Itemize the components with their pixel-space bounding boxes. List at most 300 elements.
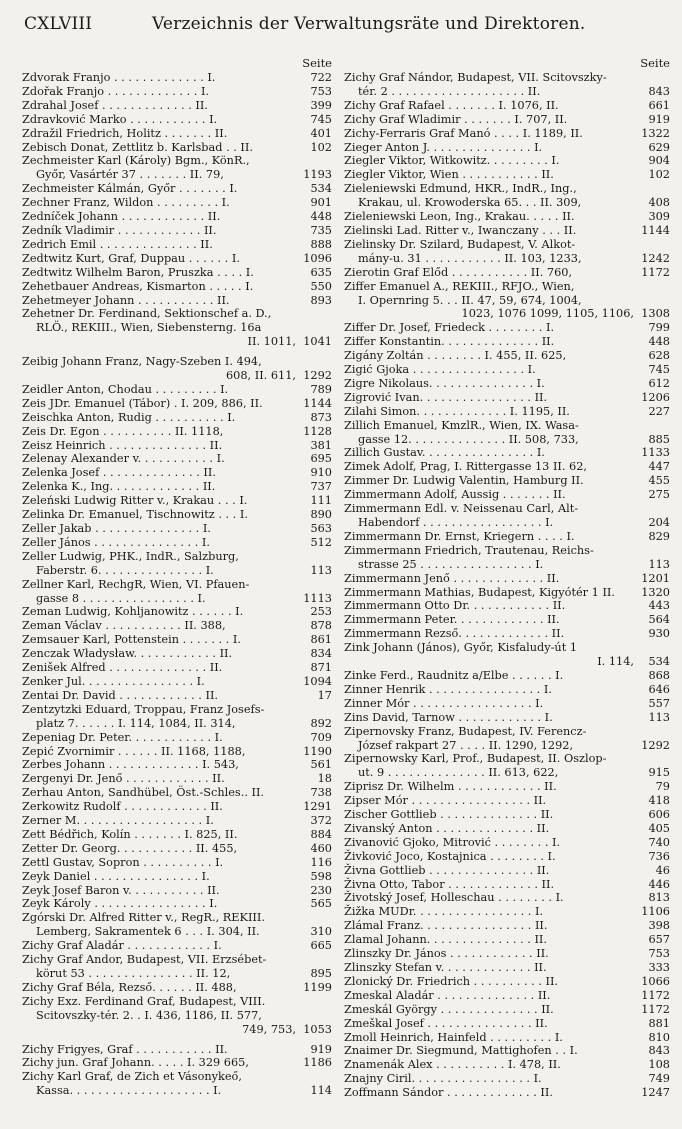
directory-entry	[344, 238, 670, 252]
directory-entry	[344, 196, 670, 210]
entry-text: Zichy Graf Béla, Rezső. . . . . . II. 488,	[22, 980, 237, 994]
entry-page: 861	[310, 633, 332, 647]
directory-entry	[22, 592, 332, 606]
directory-entry	[22, 800, 332, 814]
directory-entry	[344, 502, 670, 516]
entry-text: Zeller Ludwig, PHK., IndR., Salzburg,	[22, 549, 239, 563]
directory-entry	[344, 1003, 670, 1017]
entry-text: ut. 9 . . . . . . . . . . . . . . II. 613, 622,	[358, 766, 559, 780]
entry-text: Zettl Gustav, Sopron . . . . . . . . . . I.	[22, 855, 224, 869]
entry-page: 1172	[641, 265, 670, 279]
directory-entry	[22, 786, 332, 800]
directory-entry	[22, 141, 332, 155]
directory-entry	[22, 238, 332, 252]
entry-page: 116	[310, 855, 332, 869]
entry-page: 745	[648, 363, 670, 377]
entry-page: 910	[310, 466, 332, 480]
entry-page: 709	[310, 730, 332, 744]
entry-page: 333	[648, 961, 670, 974]
entry-text: Zieger Anton J. . . . . . . . . . . . . . . I.	[344, 140, 543, 154]
entry-text: Zdvorak Franjo . . . . . . . . . . . . . I.	[22, 71, 216, 84]
entry-text: Zeman Václav . . . . . . . . . . . II. 388,	[22, 619, 226, 633]
entry-text: Zemsauer Karl, Pottenstein . . . . . . . I.	[22, 633, 241, 647]
entry-page: 446	[648, 877, 670, 891]
entry-text: Zerhau Anton, Sandhübel, Öst.-Schles.. II.	[22, 786, 265, 800]
entry-page: 310	[310, 925, 332, 939]
directory-entry	[344, 377, 670, 391]
entry-page: 1292	[641, 738, 670, 752]
entry-page: 904	[648, 154, 670, 168]
entry-page: 401	[310, 126, 332, 140]
directory-entry	[344, 766, 670, 780]
entry-text: Zeischka Anton, Rudig . . . . . . . . . . I.	[22, 410, 236, 424]
entry-text: Zichy jun. Graf Johann. . . . . I. 329 665,	[22, 1056, 249, 1070]
entry-text: Zischer Gottlieb . . . . . . . . . . . . . . II.	[344, 808, 554, 822]
entry-text: Zedtwitz Kurt, Graf, Duppau . . . . . . I.	[22, 251, 240, 265]
entry-page: 722	[310, 71, 332, 84]
directory-entry	[344, 1044, 670, 1058]
entry-text: Zdražil Friedrich, Holitz . . . . . . . II.	[22, 126, 228, 140]
directory-entry	[344, 182, 670, 196]
entry-text: Zimmermann Mathias, Budapest, Kigyótér 1 II.	[344, 585, 615, 599]
entry-text: Zivanský Anton . . . . . . . . . . . . . . II.	[344, 821, 550, 835]
entry-page: 1041	[303, 335, 332, 349]
directory-entry	[344, 363, 670, 377]
entry-text: 608, II. 611,	[225, 369, 296, 383]
entry-page: 843	[648, 1044, 670, 1058]
directory-entry	[22, 953, 332, 967]
entry-text: Zipernovsky Franz, Budapest, IV. Ferencz-	[344, 724, 587, 738]
entry-page: 919	[310, 1042, 332, 1056]
directory-entry	[22, 703, 332, 717]
directory-entry	[344, 168, 670, 182]
entry-page: 915	[648, 766, 670, 780]
directory-entry	[344, 780, 670, 794]
seite-label: Seite	[640, 56, 670, 70]
entry-page: 873	[310, 410, 332, 424]
entry-text: Zerbes Johann . . . . . . . . . . . . . I. 543,	[22, 758, 239, 772]
directory-entry	[22, 717, 332, 731]
directory-entry	[22, 307, 332, 321]
entry-page: 868	[648, 668, 670, 682]
entry-page: 695	[310, 452, 332, 466]
directory-entry	[344, 850, 670, 864]
directory-entry	[22, 127, 332, 141]
directory-entry	[344, 641, 670, 655]
entry-page: 612	[648, 376, 670, 390]
directory-entry	[22, 967, 332, 981]
entry-page: 1133	[641, 446, 670, 460]
page-number: CXLVIII	[24, 14, 93, 34]
entry-text: Zimek Adolf, Prag, I. Rittergasse 13 II. 62,	[344, 460, 588, 474]
directory-entry	[22, 550, 332, 564]
entry-page: 628	[648, 349, 670, 363]
entry-text: Zichy Graf Nándor, Budapest, VII. Scitovszky-	[344, 71, 607, 84]
directory-entry	[344, 1058, 670, 1072]
entry-text: Zetter Dr. Georg. . . . . . . . . . . II. 455,	[22, 841, 238, 855]
directory-entry	[344, 891, 670, 905]
entry-text: Zimmermann Jenő . . . . . . . . . . . . . II.	[344, 571, 560, 585]
entry-page: 890	[310, 508, 332, 522]
entry-page: 735	[310, 223, 332, 237]
directory-entry	[22, 280, 332, 294]
entry-text: Kassa. . . . . . . . . . . . . . . . . . . . I.	[36, 1084, 222, 1098]
entry-page: 753	[648, 947, 670, 961]
entry-page: 534	[310, 182, 332, 196]
directory-entry	[344, 113, 670, 127]
entry-page: 114	[310, 1084, 332, 1098]
entry-page: 1201	[641, 571, 670, 585]
directory-entry	[344, 252, 670, 266]
entry-page: 745	[310, 112, 332, 126]
entry-page: 843	[648, 84, 670, 98]
entry-text: Zeman Ludwig, Kohljanowitz . . . . . . I.	[22, 605, 244, 619]
entry-page: 1186	[303, 1056, 332, 1070]
directory-entry	[344, 586, 670, 600]
entry-text: Győr, Vasártér 37 . . . . . . . II. 79,	[36, 168, 224, 182]
entry-text: Lemberg, Sakramentek 6 . . . I. 304, II.	[36, 925, 260, 939]
directory-entry	[344, 975, 670, 989]
directory-entry	[22, 168, 332, 182]
entry-text: Živković Joco, Kostajnica . . . . . . . . I.	[344, 849, 556, 863]
entry-page: 895	[310, 967, 332, 980]
entry-page: 930	[648, 627, 670, 641]
entry-text: Zink Johann (János), Győr, Kisfaludy-út 1	[344, 641, 578, 655]
entry-text: Zichy Frigyes, Graf . . . . . . . . . . . II.	[22, 1042, 228, 1056]
entry-text: Zeibig Johann Franz, Nagy-Szeben I. 494,	[22, 355, 262, 369]
entry-text: Znajny Ciril. . . . . . . . . . . . . . . . . I.	[344, 1072, 542, 1086]
directory-entry	[344, 544, 670, 558]
entry-page: 399	[310, 98, 332, 112]
entry-text: Zimmermann Otto Dr. . . . . . . . . . . . II.	[344, 599, 566, 613]
directory-entry	[344, 905, 670, 919]
entry-page: 799	[648, 321, 670, 335]
directory-entry	[22, 772, 332, 786]
entry-page: 564	[648, 613, 670, 627]
directory-entry	[344, 433, 670, 447]
directory-entry	[22, 842, 332, 856]
directory-entry	[22, 633, 332, 647]
directory-entry	[22, 1043, 332, 1057]
entry-text: Zdravković Marko . . . . . . . . . . . I.	[22, 112, 218, 126]
entry-text: 749, 753,	[242, 1022, 296, 1036]
directory-entry	[344, 419, 670, 433]
directory-entry	[22, 745, 332, 759]
entry-text: Zipser Mór . . . . . . . . . . . . . . . . . II.	[344, 794, 547, 808]
entry-text: Zlinszky Dr. János . . . . . . . . . . . . II.	[344, 947, 549, 961]
directory-entry	[22, 605, 332, 619]
directory-entry	[22, 321, 332, 335]
entry-page: 550	[310, 279, 332, 293]
directory-entry	[344, 558, 670, 572]
directory-entry	[344, 460, 670, 474]
seite-label: Seite	[302, 56, 332, 70]
directory-entry	[22, 1023, 332, 1037]
entry-page: 789	[310, 382, 332, 396]
entry-page: 598	[310, 869, 332, 883]
entry-page: 1094	[303, 674, 332, 688]
directory-entry	[344, 71, 670, 85]
entry-text: gasse 12. . . . . . . . . . . . . . II. 508, 733,	[358, 432, 579, 446]
entry-text: RLÖ., REKIII., Wien, Siebensterng. 16a	[36, 321, 262, 335]
entry-text: Zierotin Graf Előd . . . . . . . . . . . II. 760,	[344, 265, 573, 279]
entry-page: 1113	[303, 591, 332, 605]
directory-entry	[22, 619, 332, 633]
entry-text: Zichy Graf Rafael . . . . . . . I. 1076, II.	[344, 98, 559, 112]
directory-entry	[22, 154, 332, 168]
directory-entry	[344, 280, 670, 294]
directory-entry	[22, 1084, 332, 1098]
entry-text: Zlamal Johann. . . . . . . . . . . . . . . II.	[344, 933, 547, 947]
entry-text: Zelenay Alexander v. . . . . . . . . . . I.	[22, 452, 225, 466]
entry-page: 18	[317, 772, 332, 786]
directory-entry	[22, 689, 332, 703]
entry-page: 1066	[641, 974, 670, 988]
entry-page: 1291	[303, 800, 332, 814]
entry-list	[344, 71, 670, 1100]
entry-page: 665	[310, 939, 332, 953]
directory-entry	[344, 989, 670, 1003]
directory-entry	[344, 933, 670, 947]
entry-page: 661	[648, 98, 670, 112]
directory-entry	[22, 452, 332, 466]
entry-text: József rakpart 27 . . . . II. 1290, 1292,	[358, 738, 574, 752]
entry-page: 888	[310, 237, 332, 251]
directory-entry	[22, 182, 332, 196]
directory-entry	[22, 939, 332, 953]
entry-text: strasse 25 . . . . . . . . . . . . . . . . I.	[358, 557, 544, 571]
directory-entry	[22, 564, 332, 578]
entry-text: Krakau, ul. Krowoderska 65. . . II. 309,	[358, 196, 582, 210]
entry-text: Zedník Vladimir . . . . . . . . . . . . II.	[22, 223, 217, 237]
directory-entry	[22, 439, 332, 453]
entry-text: Zdořak Franjo . . . . . . . . . . . . . I.	[22, 84, 210, 98]
directory-entry	[344, 752, 670, 766]
entry-text: I. Opernring 5. . . II. 47, 59, 674, 1004,	[358, 293, 582, 307]
directory-entry	[344, 822, 670, 836]
directory-entry	[22, 113, 332, 127]
entry-text: platz 7. . . . . . I. 114, 1084, II. 314,	[36, 716, 236, 730]
entry-text: Živna Gottlieb . . . . . . . . . . . . . . . II.	[344, 863, 550, 877]
entry-text: Faberstr. 6. . . . . . . . . . . . . . . I.	[36, 563, 214, 577]
entry-page: 1247	[641, 1086, 670, 1100]
directory-entry	[22, 196, 332, 210]
entry-text: Zelinka Dr. Emanuel, Tischnowitz . . . I.	[22, 508, 248, 522]
directory-entry	[344, 321, 670, 335]
entry-text: Zinner Henrik . . . . . . . . . . . . . . . . I.	[344, 682, 552, 696]
entry-text: Zimmer Dr. Ludwig Valentin, Hamburg II.	[344, 474, 584, 488]
entry-page: 455	[648, 474, 670, 488]
entry-page: 113	[648, 710, 670, 724]
entry-page: 113	[648, 557, 670, 571]
entry-page: 878	[310, 619, 332, 633]
entry-text: Zentai Dr. David . . . . . . . . . . . . II.	[22, 688, 218, 702]
entry-text: Zoffmann Sándor . . . . . . . . . . . . . II.	[344, 1086, 553, 1100]
entry-text: Ziegler Viktor, Wien . . . . . . . . . . . II.	[344, 168, 554, 182]
entry-text: gasse 8 . . . . . . . . . . . . . . . . I.	[36, 591, 206, 605]
entry-text: Zimmermann Dr. Ernst, Kriegern . . . . I.	[344, 529, 575, 543]
directory-entry	[344, 919, 670, 933]
directory-entry	[344, 266, 670, 280]
entry-text: Znamenák Alex . . . . . . . . . . I. 478, II.	[344, 1058, 561, 1072]
entry-page: 892	[310, 716, 332, 730]
entry-text: Zmoll Heinrich, Hainfeld . . . . . . . . . I.	[344, 1030, 563, 1044]
directory-entry	[344, 127, 670, 141]
entry-text: Zentzytzki Eduard, Troppau, Franz Josefs-	[22, 702, 265, 716]
entry-page: 834	[310, 647, 332, 661]
entry-page: 447	[648, 460, 670, 474]
directory-entry	[344, 141, 670, 155]
entry-page: 753	[310, 84, 332, 98]
entry-page: 1128	[303, 424, 332, 438]
entry-page: 884	[310, 827, 332, 841]
right-column	[344, 56, 670, 1100]
directory-entry	[22, 1009, 332, 1023]
directory-entry	[22, 856, 332, 870]
entry-text: Ziffer Konstantin. . . . . . . . . . . . . . II.	[344, 335, 555, 349]
entry-text: Zeyk Daniel . . . . . . . . . . . . . . . I.	[22, 869, 210, 883]
directory-entry	[22, 981, 332, 995]
directory-entry	[22, 355, 332, 369]
entry-page: 563	[310, 522, 332, 535]
directory-entry	[344, 210, 670, 224]
entry-text: Zichy-Ferraris Graf Manó . . . . I. 1189, II.	[344, 126, 583, 140]
directory-entry	[344, 739, 670, 753]
entry-page: 871	[310, 661, 332, 675]
entry-page: 810	[648, 1030, 670, 1044]
directory-entry	[344, 683, 670, 697]
entry-page: 1322	[641, 126, 670, 140]
page-header	[24, 14, 668, 40]
entry-text: Žižka MUDr. . . . . . . . . . . . . . . . . I.	[344, 905, 544, 919]
directory-entry	[344, 405, 670, 419]
entry-text: Zigre Nikolaus. . . . . . . . . . . . . . . I.	[344, 376, 545, 390]
entry-text: Zeis Dr. Egon . . . . . . . . . . II. 1118,	[22, 424, 224, 438]
entry-page: 1172	[641, 1002, 670, 1016]
entry-text: Zichy Exz. Ferdinand Graf, Budapest, VIII.	[22, 994, 266, 1008]
directory-entry	[344, 391, 670, 405]
entry-page: 1053	[303, 1022, 332, 1036]
entry-page: 309	[648, 210, 670, 224]
entry-page: 102	[310, 140, 332, 154]
directory-entry	[22, 758, 332, 772]
entry-text: Životský Josef, Holleschau . . . . . . . . I.	[344, 891, 564, 905]
entry-page: 1320	[641, 585, 670, 599]
entry-page: 606	[648, 808, 670, 822]
entry-text: Zechmeister Karl (Károly) Bgm., KönR.,	[22, 154, 250, 168]
entry-text: Zeyk Josef Baron v. . . . . . . . . . . II.	[22, 883, 220, 897]
entry-text: Zedrich Emil . . . . . . . . . . . . . . II.	[22, 237, 213, 251]
directory-entry	[22, 224, 332, 238]
entry-text: Zechner Franz, Wildon . . . . . . . . . I.	[22, 196, 230, 210]
directory-entry	[22, 383, 332, 397]
entry-text: Zergenyi Dr. Jenő . . . . . . . . . . . . II.	[22, 772, 225, 786]
entry-text: Zigić Gjoka . . . . . . . . . . . . . . . . I.	[344, 363, 536, 377]
entry-text: Zimmermann Rezső. . . . . . . . . . . . . II.	[344, 627, 565, 641]
directory-entry	[22, 411, 332, 425]
directory-entry	[344, 947, 670, 961]
entry-page: 1206	[641, 390, 670, 404]
directory-entry	[344, 808, 670, 822]
directory-entry	[344, 836, 670, 850]
entry-page: 1096	[303, 251, 332, 265]
entry-text: Zielinsky Dr. Szilard, Budapest, V. Alkot-	[344, 237, 576, 251]
directory-entry	[344, 599, 670, 613]
entry-page: 448	[310, 210, 332, 224]
directory-entry	[344, 613, 670, 627]
directory-entry	[344, 627, 670, 641]
directory-entry	[344, 224, 670, 238]
entry-text: Zinke Ferd., Raudnitz a/Elbe . . . . . . I.	[344, 668, 564, 682]
entry-text: Habendorf . . . . . . . . . . . . . . . . . I.	[358, 516, 554, 529]
entry-text: II. 1011,	[247, 335, 296, 349]
entry-page: 813	[648, 891, 670, 905]
entry-text: mány-u. 31 . . . . . . . . . . . II. 103, 1233,	[358, 251, 582, 265]
directory-entry	[22, 266, 332, 280]
directory-entry	[22, 828, 332, 842]
entry-text: Zelenka K., Ing. . . . . . . . . . . . . II.	[22, 480, 216, 494]
entry-page: 275	[648, 488, 670, 502]
entry-text: Zlámal Franz. . . . . . . . . . . . . . . . II.	[344, 919, 548, 933]
directory-entry	[344, 725, 670, 739]
entry-page: 460	[310, 841, 332, 855]
directory-entry	[22, 925, 332, 939]
entry-text: Zechmeister Kálmán, Győr . . . . . . . I.	[22, 182, 238, 196]
entry-page: 448	[648, 335, 670, 349]
entry-text: Zgórski Dr. Alfred Ritter v., RegR., REKIII.	[22, 911, 265, 925]
entry-page: 1106	[641, 905, 670, 919]
entry-text: Zieleniewski Edmund, HKR., IndR., Ing.,	[344, 182, 577, 196]
entry-text: Zellner Karl, RechgR, Wien, VI. Pfauen-	[22, 577, 250, 591]
entry-text: Ziffer Emanuel A., REKIII., RFJO., Wien,	[344, 279, 575, 293]
directory-entry	[22, 71, 332, 85]
directory-entry	[344, 669, 670, 683]
entry-page: 398	[648, 919, 670, 933]
entry-page: 738	[310, 786, 332, 800]
entry-page: 512	[310, 535, 332, 549]
entry-text: Zmeskal Aladár . . . . . . . . . . . . . . II.	[344, 988, 551, 1002]
entry-text: Zimmermann Adolf, Aussig . . . . . . . II.	[344, 488, 566, 502]
directory-entry	[22, 536, 332, 550]
entry-text: Zimmermann Peter. . . . . . . . . . . . . II.	[344, 613, 560, 627]
directory-entry	[344, 1072, 670, 1086]
entry-text: Zeller János . . . . . . . . . . . . . . . I.	[22, 535, 210, 549]
entry-page: 646	[648, 682, 670, 696]
directory-entry	[344, 474, 670, 488]
entry-text: I. 114,	[597, 655, 634, 669]
entry-page: 534	[648, 655, 670, 669]
entry-text: Zichy Graf Aladár . . . . . . . . . . . . I.	[22, 939, 222, 953]
entry-text: Ziegler Viktor, Witkowitz. . . . . . . . . I.	[344, 154, 560, 168]
directory-entry	[22, 1070, 332, 1084]
entry-text: Scitovszky-tér. 2. . I. 436, 1186, II. 577,	[36, 1008, 262, 1022]
entry-text: Zichy Graf Andor, Budapest, VII. Erzsébet-	[22, 953, 267, 967]
entry-page: 1199	[303, 980, 332, 994]
entry-page: 113	[310, 563, 332, 577]
directory-entry	[22, 466, 332, 480]
entry-text: Živna Otto, Tabor . . . . . . . . . . . . . II.	[344, 877, 555, 891]
directory-entry	[22, 1056, 332, 1070]
directory-entry	[344, 878, 670, 892]
entry-text: Zenišek Alfred . . . . . . . . . . . . . . II.	[22, 661, 223, 675]
entry-page: 829	[648, 529, 670, 543]
directory-entry	[22, 85, 332, 99]
directory-entry	[344, 1086, 670, 1100]
entry-page: 108	[648, 1058, 670, 1072]
entry-page: 227	[648, 404, 670, 418]
entry-text: Zehetner Dr. Ferdinand, Sektionschef a. D.,	[22, 307, 272, 321]
entry-text: Zimmermann Edl. v. Neissenau Carl, Alt-	[344, 502, 579, 516]
